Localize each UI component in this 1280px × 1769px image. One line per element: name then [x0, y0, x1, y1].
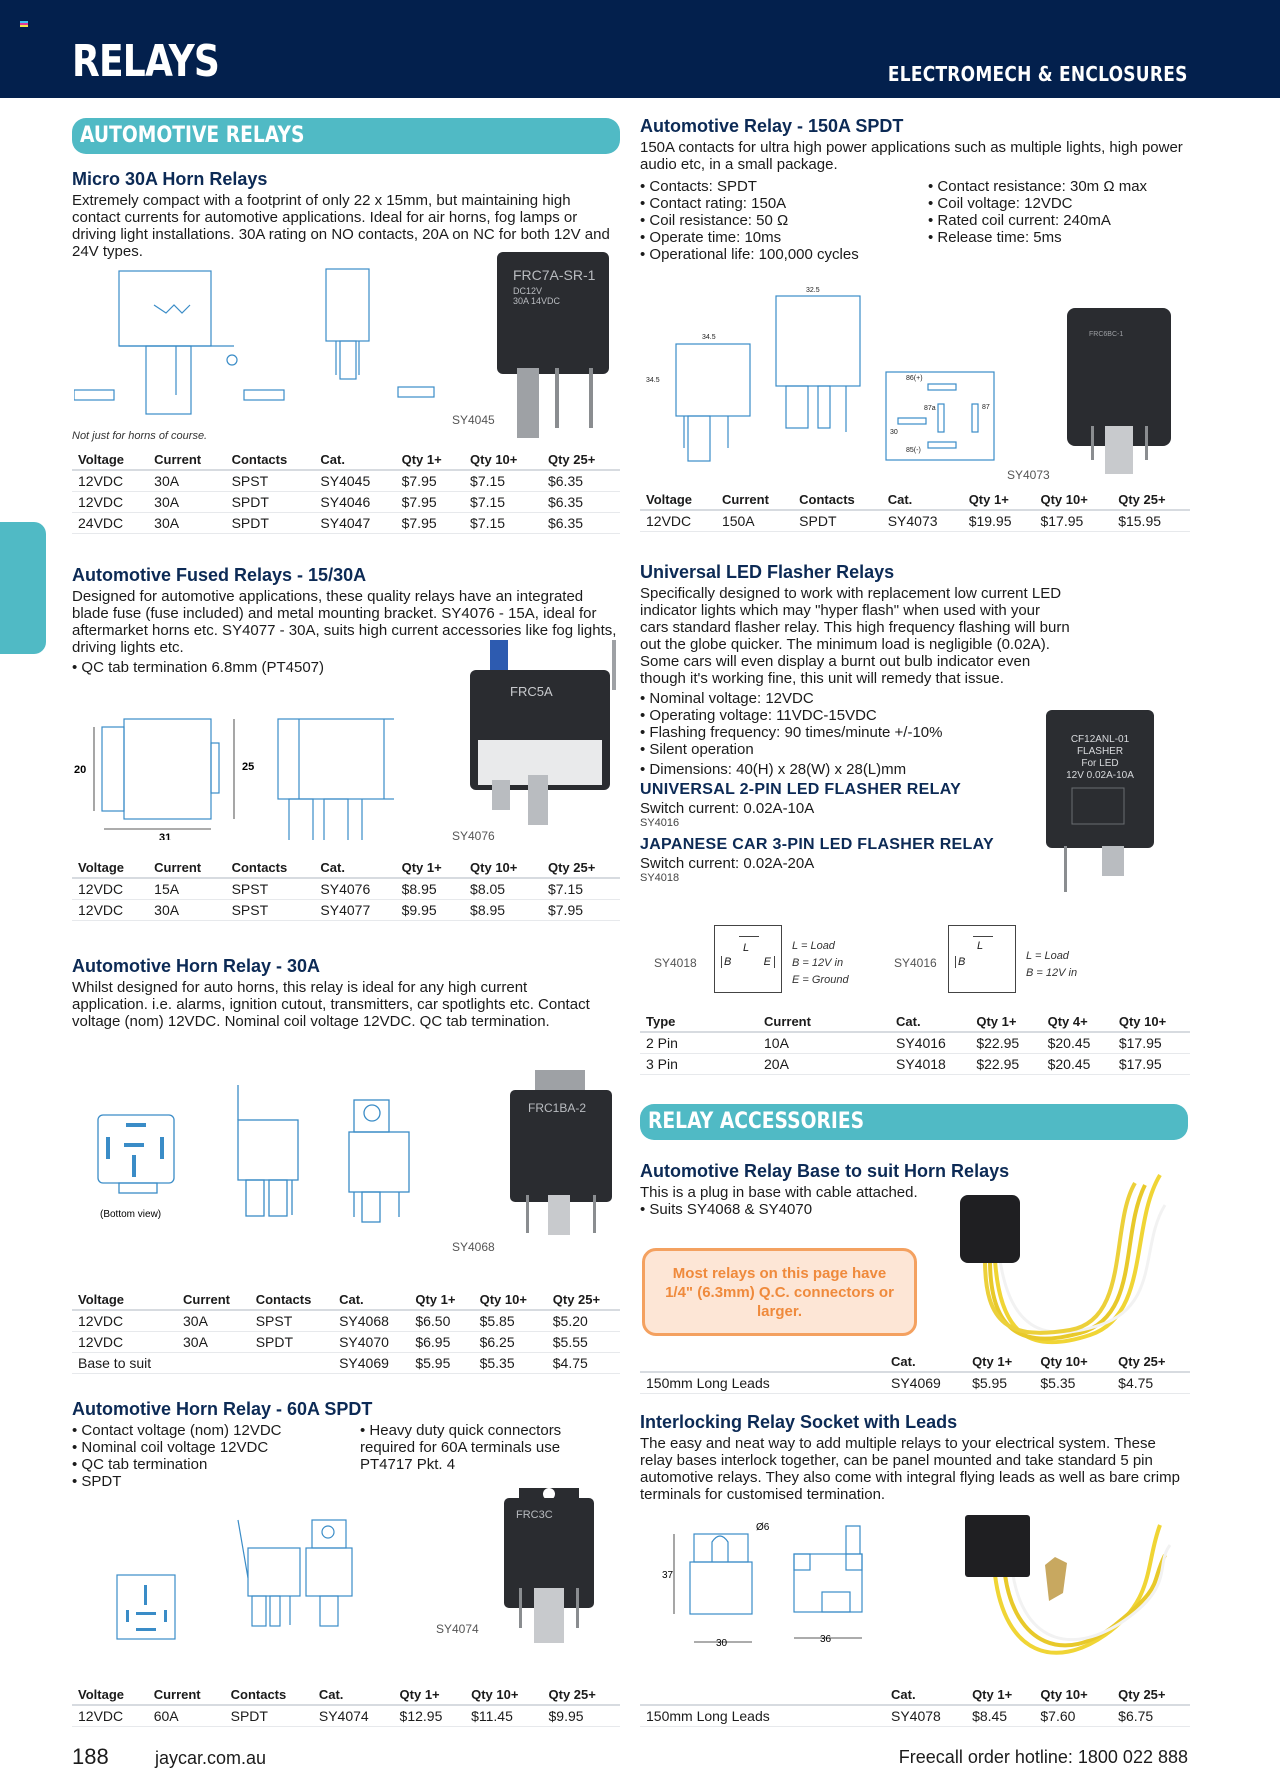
- table-row: Base to suit SY4069 $5.95 $5.35 $4.75: [72, 1353, 620, 1374]
- table-row: 12VDC 30A SPDT SY4070 $6.95 $6.25 $5.55: [72, 1332, 620, 1353]
- product-description: Whilst designed for auto horns, this relay is ideal for any high current application. i.e. alarms, ignition cutout, transmitters, car spotlights etc. Contact voltage (nom) 12VDC. Nominal coil voltage 12VDC. QC tab termination.: [72, 979, 590, 1030]
- svg-text:FRC1BA-2: FRC1BA-2: [528, 1101, 587, 1115]
- column-header: Qty 1+: [394, 1685, 466, 1705]
- column-header: Cat.: [882, 490, 963, 510]
- product-description: Designed for automotive applications, these quality relays have an integrated blade fuse (fuse included) and metal mounting bracket. SY4076 - 15A, ideal for aftermarket horns etc. SY4077 - 30A, suits high current accessories like fog lights, driving lights etc.: [72, 588, 617, 656]
- column-header: Contacts: [225, 1685, 313, 1705]
- svg-text:30: 30: [716, 1638, 728, 1649]
- svg-text:12V 0.02A-10A: 12V 0.02A-10A: [1066, 770, 1134, 781]
- price-table-horn-30a: [72, 1290, 620, 1374]
- svg-text:25: 25: [242, 761, 255, 773]
- svg-text:87: 87: [982, 404, 990, 411]
- svg-text:34.5: 34.5: [646, 377, 660, 384]
- product-led-flasher: [640, 561, 1070, 884]
- column-header: Cat.: [314, 450, 395, 470]
- svg-text:34.5: 34.5: [702, 334, 716, 341]
- pinout-legend-3pin: L = Load B = 12V in E = Ground: [792, 940, 849, 986]
- feature-list: [928, 178, 1147, 263]
- cmyk-registration-mark: [20, 21, 28, 27]
- table-row: 3 Pin 20A SY4018 $22.95 $20.45 $17.95: [640, 1054, 1190, 1075]
- feature-item: • Heavy duty quick connectors required for 60A terminals use PT4717 Pkt. 4: [360, 1422, 600, 1473]
- column-header: Cat.: [314, 858, 395, 878]
- feature-item: • Operational life: 100,000 cycles: [640, 246, 928, 263]
- product-micro-30a: [72, 168, 620, 260]
- variant-cat: SY4016: [640, 817, 680, 829]
- svg-text:FRC6BC-1: FRC6BC-1: [1089, 331, 1124, 338]
- photo-label: SY4074: [436, 1622, 479, 1636]
- page-number: 188: [72, 1744, 109, 1769]
- column-header: Cat.: [333, 1290, 409, 1310]
- product-title: Automotive Relay - 150A SPDT: [640, 116, 904, 136]
- svg-text:FRC7A-SR-1: FRC7A-SR-1: [513, 267, 596, 283]
- page-title: RELAYS: [72, 36, 220, 87]
- pinout-label: SY4016: [894, 956, 937, 970]
- table-row: 12VDC 30A SPDT SY4046 $7.95 $7.15 $6.35: [72, 492, 620, 513]
- info-callout: Most relays on this page have 1/4" (6.3mm) Q.C. connectors or larger.: [642, 1248, 917, 1336]
- photo-label: SY4068: [452, 1240, 495, 1254]
- feature-item: • Operating voltage: 11VDC-15VDC: [640, 707, 1070, 724]
- svg-text:87a: 87a: [924, 405, 936, 412]
- feature-item: • Coil voltage: 12VDC: [928, 195, 1147, 212]
- feature-item: • Contact rating: 150A: [640, 195, 928, 212]
- photo-label: SY4045: [452, 413, 495, 427]
- section-banner-title: AUTOMOTIVE RELAYS: [80, 123, 305, 148]
- column-header: Current: [758, 1012, 890, 1032]
- price-table-led-flasher: [640, 1012, 1190, 1075]
- column-header: Qty 10+: [464, 858, 542, 878]
- catalogue-section-label: ELECTROMECH & ENCLOSURES: [888, 62, 1188, 86]
- svg-text:85(-): 85(-): [906, 447, 921, 454]
- column-header: Contacts: [226, 858, 315, 878]
- column-header: Cat.: [890, 1012, 970, 1032]
- svg-text:For LED: For LED: [1081, 758, 1119, 769]
- variant-spec: Switch current: 0.02A-10A: [640, 800, 815, 817]
- product-description: The easy and neat way to add multiple relays to your electrical system. These relay bases interlock together, can be panel mounted and take standard 5 pin automotive relays. They also come with integral flying leads as well as bare crimp terminals for customised termination.: [640, 1435, 1180, 1503]
- variant-title-3pin: JAPANESE CAR 3-PIN LED FLASHER RELAY: [640, 836, 994, 853]
- column-header: Current: [148, 450, 225, 470]
- pinout-diagram-2pin: L B: [948, 925, 1016, 993]
- svg-text:DC12V: DC12V: [513, 286, 543, 296]
- product-photo-sy4076: [470, 640, 625, 840]
- table-row: 12VDC 30A SPST SY4068 $6.50 $5.85 $5.20: [72, 1310, 620, 1332]
- column-header: Qty 10+: [1034, 1352, 1112, 1372]
- product-photo-sy4045: [497, 250, 609, 440]
- feature-item: • Silent operation: [640, 741, 1070, 758]
- price-table-fused-relays: [72, 858, 620, 921]
- svg-text:Ø6: Ø6: [756, 1522, 770, 1533]
- feature-list: [640, 690, 1070, 778]
- product-relay-150a: [640, 115, 1190, 263]
- side-index-tab: [0, 522, 46, 654]
- price-table-relay-150a: [640, 490, 1190, 532]
- column-header: Qty 10+: [474, 1290, 547, 1310]
- column-header: Voltage: [72, 1290, 177, 1310]
- table-row: 12VDC 150A SPDT SY4073 $19.95 $17.95 $15.95: [640, 510, 1190, 532]
- svg-text:30: 30: [890, 429, 898, 436]
- column-header: Voltage: [72, 450, 148, 470]
- column-header: Qty 10+: [464, 450, 542, 470]
- product-title: Automotive Fused Relays - 15/30A: [72, 565, 367, 585]
- column-header: Qty 25+: [1112, 490, 1190, 510]
- feature-item: • Operate time: 10ms: [640, 229, 928, 246]
- feature-item: • Coil resistance: 50 Ω: [640, 212, 928, 229]
- table-row: 150mm Long Leads SY4069 $5.95 $5.35 $4.75: [640, 1372, 1190, 1394]
- product-photo-sy4069: [950, 1165, 1170, 1355]
- section-banner-title: RELAY ACCESSORIES: [648, 1109, 865, 1134]
- variant-spec: Switch current: 0.02A-20A: [640, 855, 815, 872]
- column-header: Qty 1+: [963, 490, 1035, 510]
- svg-text:20: 20: [74, 764, 87, 776]
- feature-list: [640, 178, 928, 263]
- table-row: 12VDC 60A SPDT SY4074 $12.95 $11.45 $9.95: [72, 1705, 620, 1727]
- table-row: 2 Pin 10A SY4016 $22.95 $20.45 $17.95: [640, 1032, 1190, 1054]
- column-header: Qty 10+: [1034, 1685, 1112, 1705]
- page-header: [0, 0, 1280, 98]
- photo-caption: Not just for horns of course.: [72, 430, 208, 442]
- svg-text:86(+): 86(+): [906, 375, 923, 382]
- product-photo-sy4068: [510, 1070, 612, 1240]
- column-header: Contacts: [250, 1290, 333, 1310]
- socket-dimension-diagram: [660, 1520, 920, 1670]
- column-header: Qty 25+: [542, 450, 620, 470]
- feature-item: • Nominal coil voltage 12VDC: [72, 1439, 360, 1456]
- product-title: Automotive Relay Base to suit Horn Relays: [640, 1161, 1010, 1181]
- column-header: Voltage: [72, 858, 148, 878]
- column-header: Qty 1+: [409, 1290, 473, 1310]
- column-header: Qty 10+: [1113, 1012, 1190, 1032]
- column-header: Qty 10+: [1034, 490, 1112, 510]
- column-header: Cat.: [885, 1352, 966, 1372]
- pinout-legend-2pin: L = Load B = 12V in: [1026, 950, 1078, 979]
- product-title: Universal LED Flasher Relays: [640, 562, 895, 582]
- svg-text:32.5: 32.5: [806, 287, 820, 294]
- pinout-label: SY4018: [654, 956, 697, 970]
- variant-title-2pin: UNIVERSAL 2-PIN LED FLASHER RELAY: [640, 781, 962, 798]
- column-header: Qty 1+: [970, 1012, 1041, 1032]
- column-header: Qty 10+: [465, 1685, 542, 1705]
- product-horn-relay-30a: [72, 955, 620, 1030]
- column-header: Qty 1+: [396, 858, 464, 878]
- feature-item: • SPDT: [72, 1473, 360, 1490]
- feature-item: • Flashing frequency: 90 times/minute +/-10%: [640, 724, 1070, 741]
- product-photo-sy4078: [965, 1505, 1175, 1670]
- section-banner-relay-accessories: [640, 1104, 1188, 1140]
- feature-item: • Contact voltage (nom) 12VDC: [72, 1422, 360, 1439]
- column-header: Current: [148, 1685, 225, 1705]
- product-title: Automotive Horn Relay - 30A: [72, 956, 321, 976]
- feature-item: • Contacts: SPDT: [640, 178, 928, 195]
- bottom-view-caption: (Bottom view): [100, 1209, 162, 1220]
- product-description: This is a plug in base with cable attached.: [640, 1184, 918, 1201]
- micro-relay-dimension-diagram: [74, 265, 464, 415]
- column-header: Qty 1+: [396, 450, 464, 470]
- column-header: [640, 1352, 885, 1372]
- column-header: Contacts: [793, 490, 882, 510]
- product-title: Micro 30A Horn Relays: [72, 169, 268, 189]
- section-banner-automotive-relays: [72, 118, 620, 154]
- variant-cat: SY4018: [640, 872, 680, 884]
- svg-text:FRC5A: FRC5A: [510, 684, 553, 699]
- svg-text:37: 37: [662, 1570, 674, 1581]
- feature-item: • QC tab termination 6.8mm (PT4507): [72, 659, 620, 676]
- column-header: [640, 1685, 885, 1705]
- order-hotline: Freecall order hotline: 1800 022 888: [898, 1747, 1188, 1767]
- column-header: Voltage: [640, 490, 716, 510]
- column-header: Qty 1+: [966, 1685, 1034, 1705]
- product-photo-sy4073: [1067, 308, 1171, 478]
- column-header: Qty 1+: [966, 1352, 1034, 1372]
- feature-list: [72, 1422, 360, 1490]
- feature-item: • Contact resistance: 30m Ω max: [928, 178, 1147, 195]
- price-table-interlocking-socket: [640, 1685, 1190, 1727]
- column-header: Qty 25+: [547, 1290, 620, 1310]
- table-row: 24VDC 30A SPDT SY4047 $7.95 $7.15 $6.35: [72, 513, 620, 534]
- column-header: Qty 4+: [1042, 1012, 1113, 1032]
- fused-relay-dimension-diagram: [74, 705, 394, 840]
- column-header: Cat.: [313, 1685, 394, 1705]
- photo-label: SY4076: [452, 829, 495, 843]
- horn-30a-dimension-diagram: [74, 1075, 444, 1250]
- svg-text:FRC3C: FRC3C: [516, 1509, 553, 1521]
- column-header: Qty 25+: [542, 858, 620, 878]
- column-header: Qty 25+: [1112, 1685, 1190, 1705]
- product-description: Specifically designed to work with replacement low current LED indicator lights which may "hyper flash" when used with your cars standard flasher relay. This high frequency flashing will burn out the globe quicker. The minimum load is negligible (0.02A). Some cars will even display a burnt out bulb indicator even though it's working fine, this unit will remedy that issue.: [640, 585, 1070, 687]
- column-header: Cat.: [885, 1685, 966, 1705]
- svg-text:CF12ANL-01: CF12ANL-01: [1070, 734, 1130, 745]
- product-title: Interlocking Relay Socket with Leads: [640, 1412, 958, 1432]
- column-header: Qty 25+: [1112, 1352, 1190, 1372]
- svg-text:FLASHER: FLASHER: [1076, 746, 1124, 757]
- product-title: Automotive Horn Relay - 60A SPDT: [72, 1399, 373, 1419]
- product-photo-sy4074: [504, 1488, 594, 1648]
- column-header: Current: [148, 858, 225, 878]
- product-photo-sy4016: [1042, 708, 1160, 900]
- pinout-diagram-3pin: L B E: [714, 925, 782, 993]
- column-header: Qty 25+: [543, 1685, 620, 1705]
- svg-text:30A 14VDC: 30A 14VDC: [513, 296, 561, 306]
- product-horn-relay-60a: [72, 1398, 620, 1490]
- column-header: Voltage: [72, 1685, 148, 1705]
- horn-60a-dimension-diagram: [110, 1500, 390, 1650]
- table-row: 12VDC 30A SPST SY4077 $9.95 $8.95 $7.95: [72, 900, 620, 921]
- price-table-micro-30a: [72, 450, 620, 534]
- feature-item: • QC tab termination: [72, 1456, 360, 1473]
- feature-item: • Nominal voltage: 12VDC: [640, 690, 1070, 707]
- feature-list: [360, 1422, 600, 1490]
- feature-item: • Suits SY4068 & SY4070: [640, 1201, 1190, 1218]
- product-description: 150A contacts for ultra high power applications such as multiple lights, high power audio etc, in a small package.: [640, 139, 1183, 173]
- svg-text:36: 36: [820, 1634, 832, 1645]
- price-table-relay-base: [640, 1352, 1190, 1394]
- table-row: 12VDC 30A SPST SY4045 $7.95 $7.15 $6.35: [72, 470, 620, 492]
- feature-item: • Rated coil current: 240mA: [928, 212, 1147, 229]
- feature-item: • Release time: 5ms: [928, 229, 1147, 246]
- column-header: Contacts: [226, 450, 315, 470]
- product-interlocking-socket: [640, 1411, 1190, 1503]
- price-table-horn-60a: [72, 1685, 620, 1727]
- feature-item: • Dimensions: 40(H) x 28(W) x 28(L)mm: [640, 761, 1070, 778]
- table-row: 12VDC 15A SPST SY4076 $8.95 $8.05 $7.15: [72, 878, 620, 900]
- product-description: Extremely compact with a footprint of only 22 x 15mm, but maintaining high contact currents for automotive applications. Ideal for air horns, fog lamps or driving light installations. 30A rating on NO contacts, 20A on NC for both 12V and 24V types.: [72, 192, 610, 260]
- photo-label: SY4073: [1007, 468, 1050, 482]
- column-header: Current: [177, 1290, 250, 1310]
- table-row: 150mm Long Leads SY4078 $8.45 $7.60 $6.75: [640, 1705, 1190, 1727]
- column-header: Type: [640, 1012, 758, 1032]
- svg-text:31: 31: [159, 832, 172, 840]
- column-header: Current: [716, 490, 793, 510]
- website-link[interactable]: jaycar.com.au: [155, 1748, 267, 1768]
- relay-150a-dimension-diagram: [642, 282, 1002, 467]
